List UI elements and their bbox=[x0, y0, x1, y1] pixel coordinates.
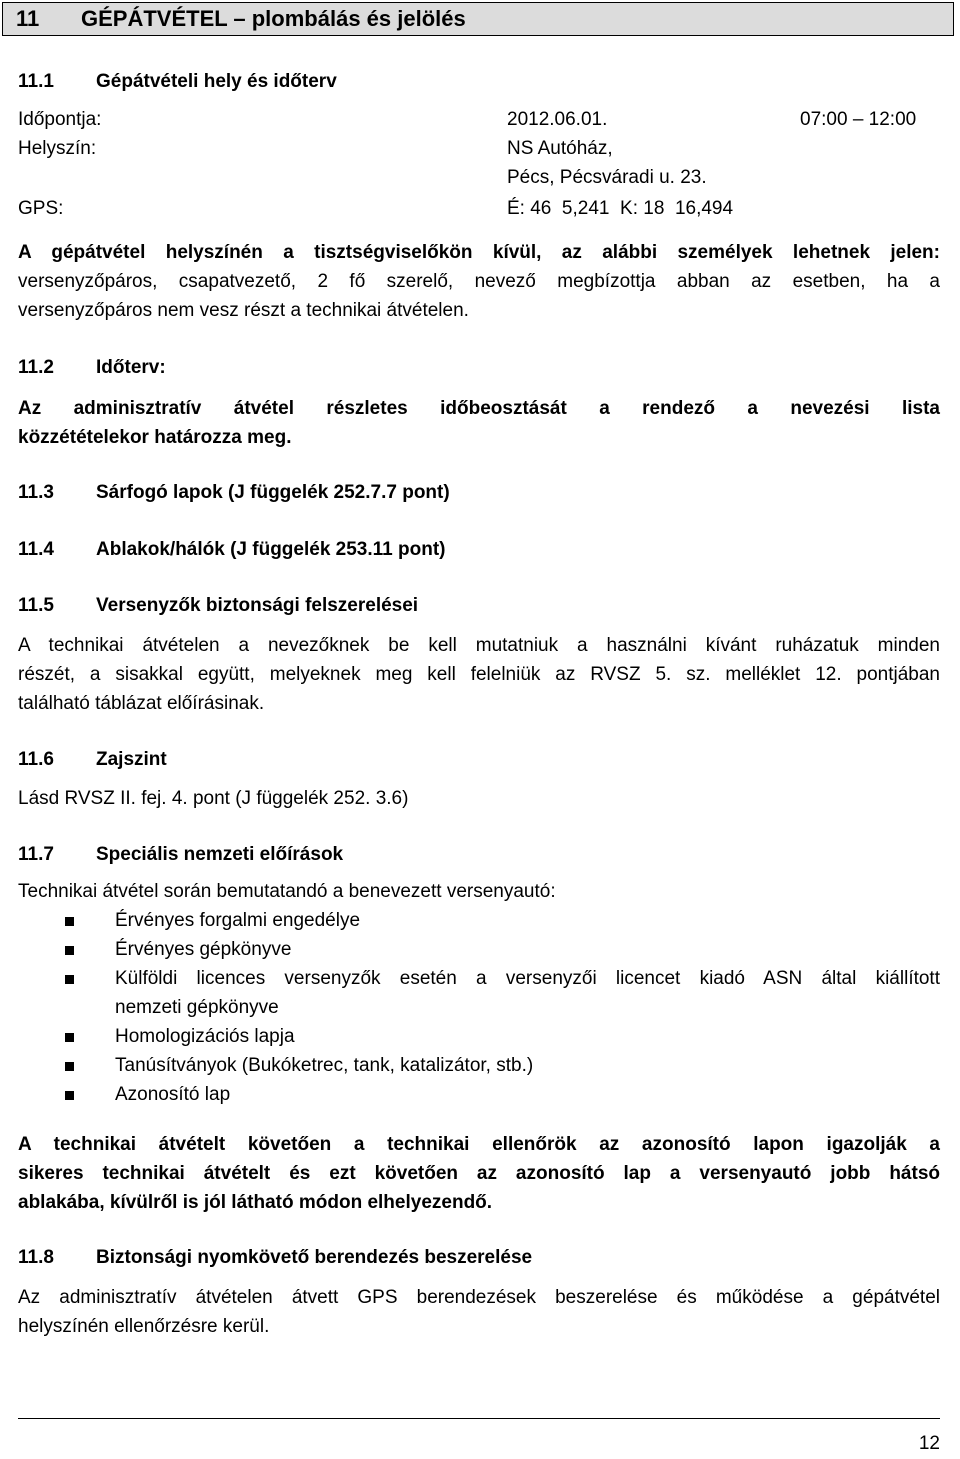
paragraph-line: található táblázat előírásinak. bbox=[18, 693, 265, 714]
section-heading-11-7 bbox=[18, 844, 918, 870]
section-number: 11.1 bbox=[18, 71, 54, 92]
list-item-continuation: nemzeti gépkönyve bbox=[115, 997, 279, 1018]
attendance-paragraph bbox=[18, 238, 940, 325]
list-item: Külföldi licences versenyzők esetén a versenyzői licencet kiadó ASN által kiállított bbox=[115, 968, 940, 989]
gps-value: É: 46 5,241 K: 18 16,494 bbox=[507, 198, 734, 219]
date-label: Időpontja: bbox=[18, 109, 102, 130]
section-title: Ablakok/hálók (J függelék 253.11 pont) bbox=[96, 539, 446, 560]
section-number: 11.2 bbox=[18, 357, 54, 378]
paragraph-line: részét, a sisakkal együtt, melyeknek meg kell felelniük az RVSZ 5. sz. melléklet 12. pontjában bbox=[18, 664, 940, 685]
section-number: 11.4 bbox=[18, 539, 54, 560]
section-title: Sárfogó lapok (J függelék 252.7.7 pont) bbox=[96, 482, 450, 503]
chapter-title: GÉPÁTVÉTEL – plombálás és jelölés bbox=[81, 6, 466, 31]
section-title: Biztonsági nyomkövető berendezés beszerelése bbox=[96, 1247, 533, 1268]
page-number: 12 bbox=[918, 1433, 940, 1454]
paragraph-line: ablakába, kívülről is jól látható módon elhelyezendő. bbox=[18, 1192, 493, 1213]
list-item: Érvényes forgalmi engedélye bbox=[115, 910, 361, 931]
square-bullet-icon bbox=[65, 975, 74, 984]
gps-label: GPS: bbox=[18, 198, 64, 219]
section-number: 11.3 bbox=[18, 482, 54, 503]
section-heading-11-6 bbox=[18, 749, 918, 775]
section-title: Időterv: bbox=[96, 357, 166, 378]
noise-text: Lásd RVSZ II. fej. 4. pont (J függelék 252. 3.6) bbox=[18, 788, 409, 809]
place-line-1: NS Autóház, bbox=[507, 138, 613, 159]
section-number: 11.8 bbox=[18, 1247, 54, 1268]
section-title: Gépátvételi hely és időterv bbox=[96, 71, 337, 92]
list-item: Tanúsítványok (Bukóketrec, tank, katalizátor, stb.) bbox=[115, 1055, 534, 1076]
square-bullet-icon bbox=[65, 1091, 74, 1100]
section-heading-11-2 bbox=[18, 357, 918, 383]
section-heading-11-4 bbox=[18, 539, 918, 565]
section-heading-11-8 bbox=[18, 1247, 918, 1273]
chapter-number: 11 bbox=[16, 6, 40, 31]
place-label: Helyszín: bbox=[18, 138, 97, 159]
paragraph-line: közzétételekor határozza meg. bbox=[18, 427, 292, 448]
section-heading-11-3 bbox=[18, 482, 918, 508]
paragraph-line: versenyzőpáros, csapatvezető, 2 fő szerelő, nevező megbízottja abban az esetben, ha a bbox=[18, 271, 940, 292]
paragraph-line: Az adminisztratív átvételen átvett GPS berendezések beszerelése és működése a gépátvétel bbox=[18, 1287, 940, 1308]
square-bullet-icon bbox=[65, 917, 74, 926]
section-heading-11-1 bbox=[18, 71, 918, 97]
gps-tracker-paragraph bbox=[18, 1283, 940, 1341]
paragraph-line: helyszínén ellenőrzésre kerül. bbox=[18, 1316, 270, 1337]
section-heading-11-5 bbox=[18, 595, 918, 621]
date-value: 2012.06.01. bbox=[507, 109, 608, 130]
square-bullet-icon bbox=[65, 1062, 74, 1071]
paragraph-line: sikeres technikai átvételt és ezt követően az azonosító lap a versenyautó jobb hátsó bbox=[18, 1163, 940, 1184]
time-value: 07:00 – 12:00 bbox=[800, 109, 917, 130]
paragraph-line: versenyzőpáros nem vesz részt a technikai átvételen. bbox=[18, 300, 469, 321]
chapter-heading bbox=[2, 2, 954, 36]
footer-divider bbox=[18, 1418, 940, 1419]
schedule-paragraph bbox=[18, 394, 940, 452]
section-number: 11.7 bbox=[18, 844, 54, 865]
paragraph-line: A gépátvétel helyszínén a tisztségviselőkön kívül, az alábbi személyek lehetnek jelen: bbox=[18, 242, 940, 263]
list-item: Homologizációs lapja bbox=[115, 1026, 295, 1047]
square-bullet-icon bbox=[65, 1033, 74, 1042]
section-title: Zajszint bbox=[96, 749, 167, 770]
paragraph-line: A technikai átvételen a nevezőknek be kell mutatniuk a használni kívánt ruházatuk minden bbox=[18, 635, 940, 656]
square-bullet-icon bbox=[65, 946, 74, 955]
section-number: 11.5 bbox=[18, 595, 54, 616]
safety-equipment-paragraph bbox=[18, 631, 940, 718]
checklist-intro: Technikai átvétel során bemutatandó a benevezett versenyautó: bbox=[18, 881, 556, 902]
paragraph-line: Az adminisztratív átvétel részletes időbeosztását a rendező a nevezési lista bbox=[18, 398, 940, 419]
paragraph-line: A technikai átvételt követően a technikai ellenőrök az azonosító lapon igazolják a bbox=[18, 1134, 940, 1155]
section-title: Versenyzők biztonsági felszerelései bbox=[96, 595, 419, 616]
place-line-2: Pécs, Pécsváradi u. 23. bbox=[507, 167, 707, 188]
list-item: Érvényes gépkönyve bbox=[115, 939, 292, 960]
section-number: 11.6 bbox=[18, 749, 54, 770]
section-title: Speciális nemzeti előírások bbox=[96, 844, 344, 865]
list-item: Azonosító lap bbox=[115, 1084, 231, 1105]
verification-paragraph bbox=[18, 1130, 940, 1217]
